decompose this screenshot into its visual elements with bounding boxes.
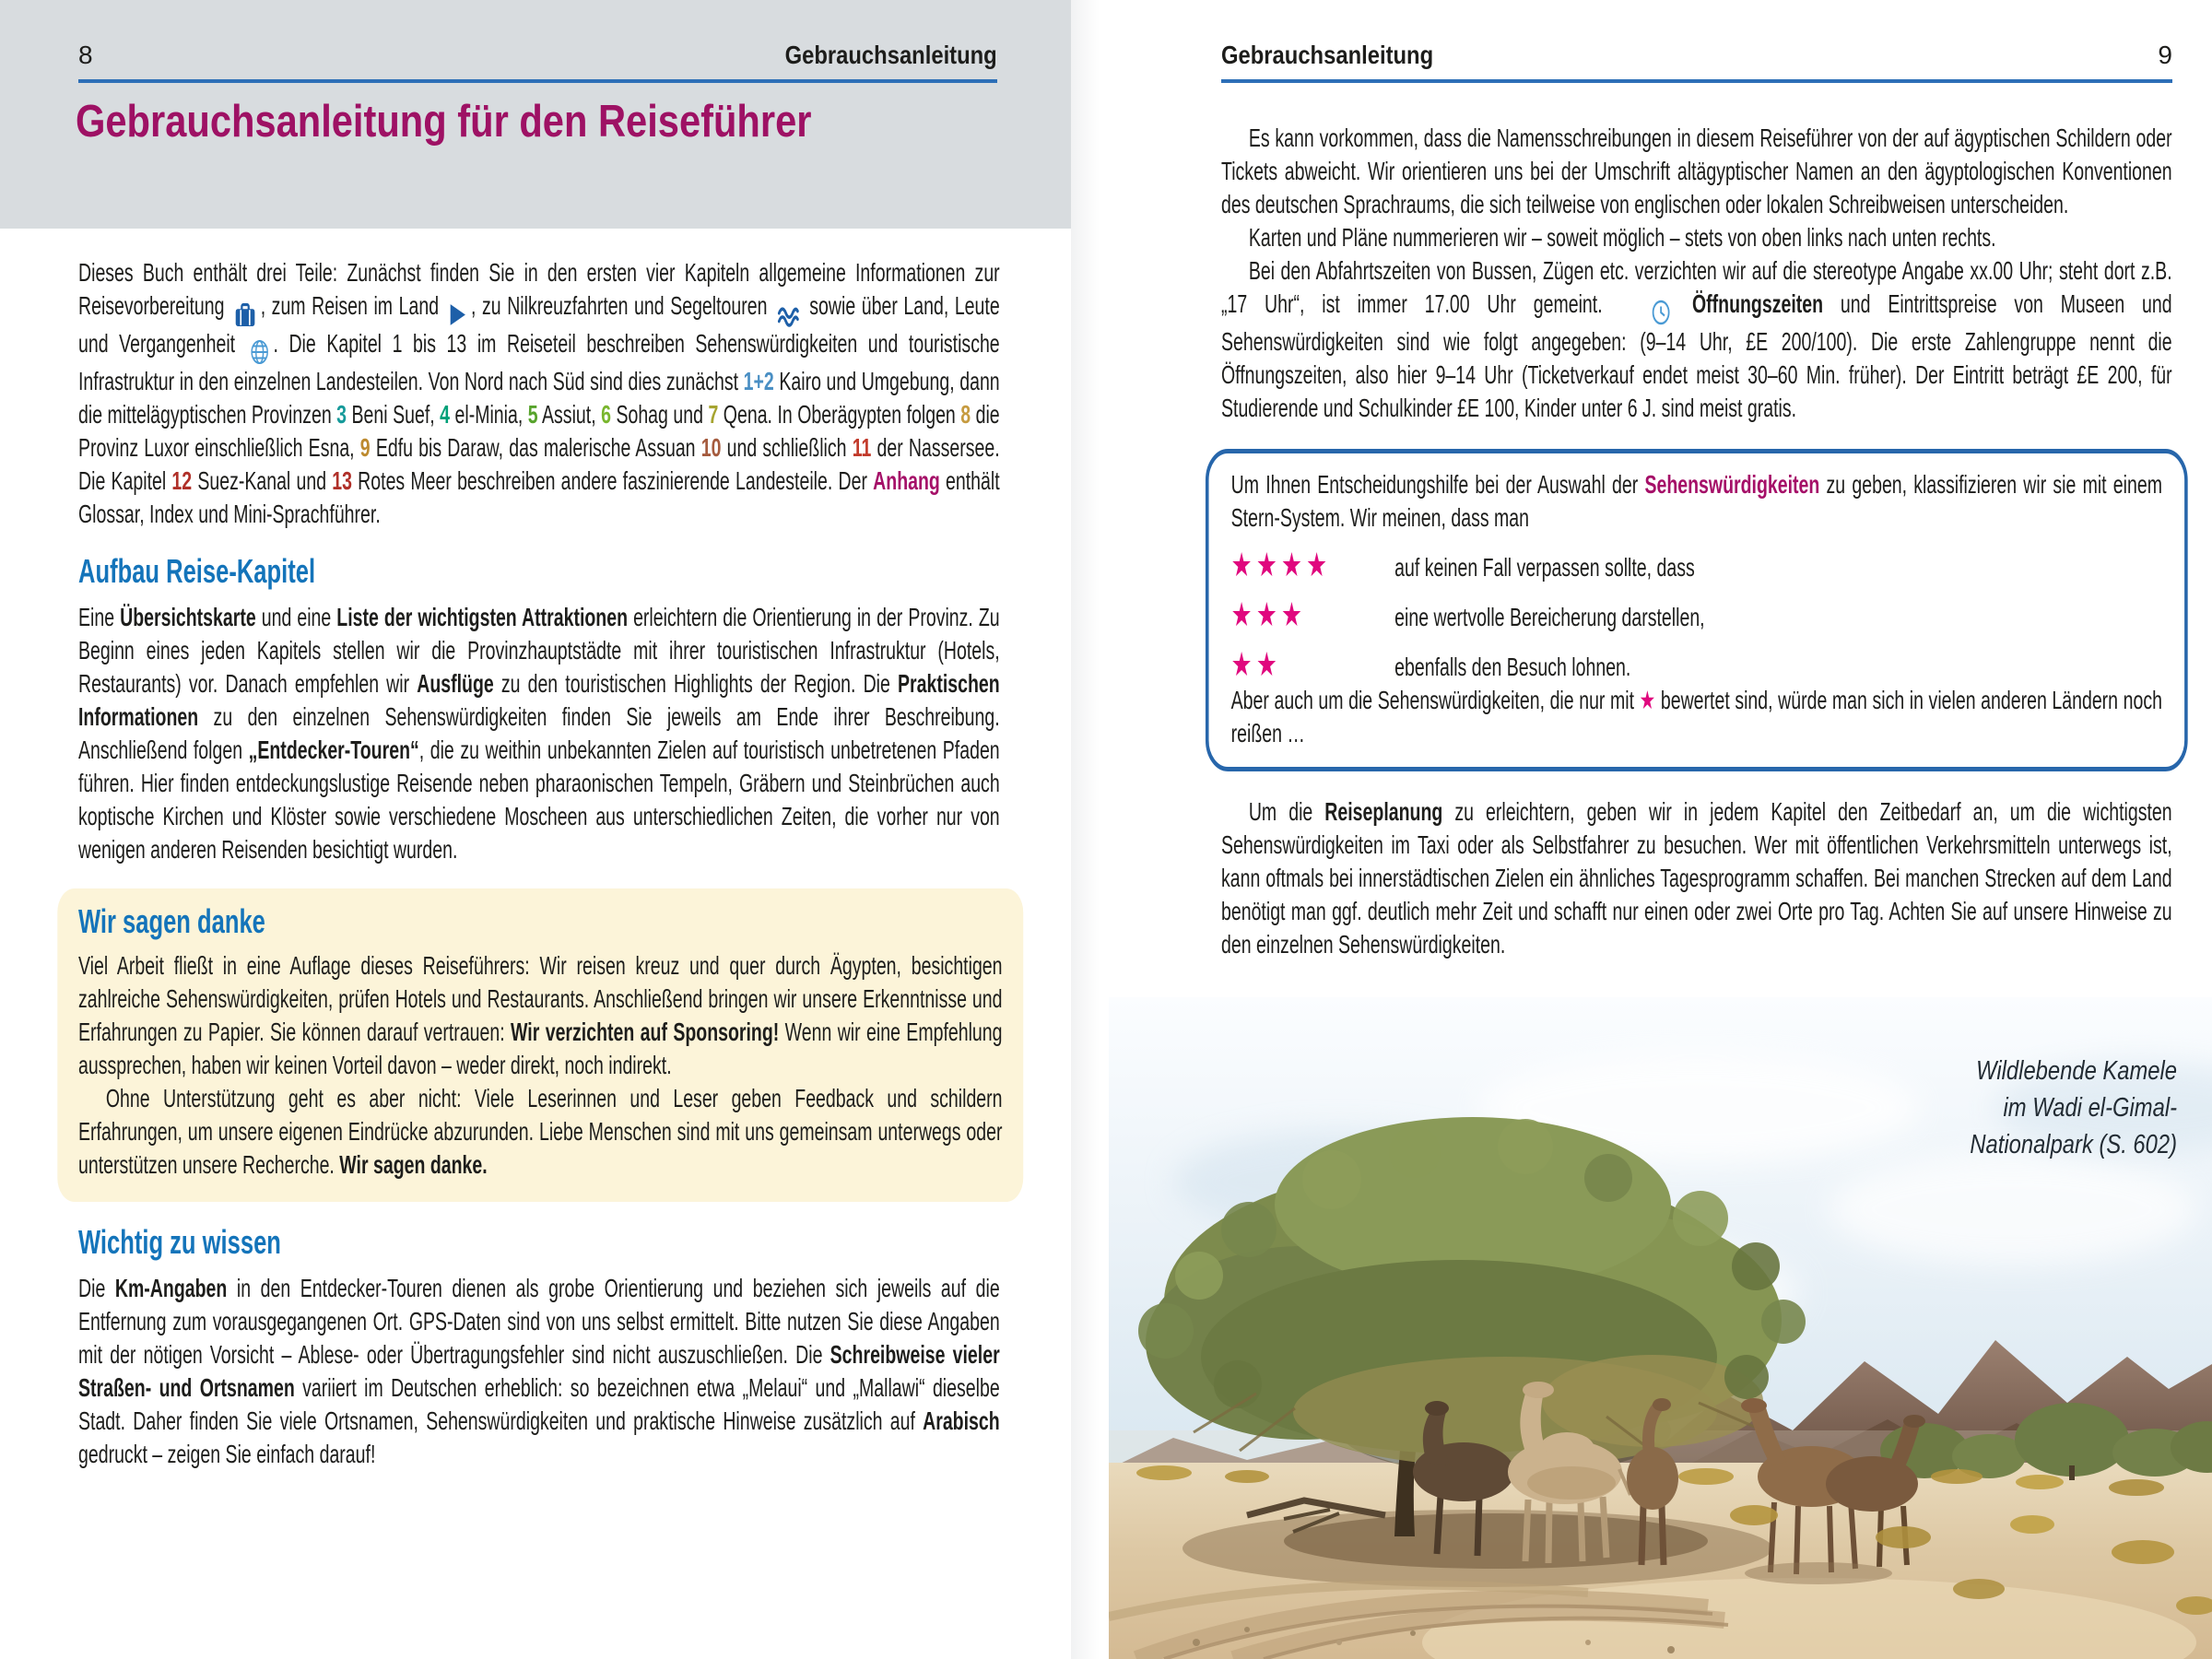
text-run: zu den touristischen Highlights der Region. Die (493, 669, 898, 698)
emphasis-text: Anhang (873, 466, 940, 495)
page-gutter (1071, 0, 1112, 1659)
right-running-header-text: Gebrauchsanleitung (1221, 41, 1434, 69)
left-running-header-text: Gebrauchsanleitung (784, 41, 997, 69)
left-running-head (78, 41, 997, 72)
globe-icon (248, 332, 272, 365)
text-run: Sohag und (610, 400, 709, 429)
caption-line: Nationalpark (S. 602) (1970, 1130, 2177, 1159)
thanks-box (57, 888, 1023, 1202)
emphasis-text: 4 (440, 400, 451, 429)
emphasis-text: ★ (1639, 686, 1656, 714)
right-running-head (1221, 41, 2172, 72)
text-run: Es kann vorkommen, dass die Namensschreibungen in diesem Reiseführer von der auf ägyptischen Schildern oder Tickets abweicht. Wir orientieren uns bei der Umschrift altägyptischer Namen an den ägyptologischen Konventionen des deutschen Sprachraums, die sich teilweise von englischen oder lokalen Schreibweisen unterscheiden. (1221, 124, 2172, 218)
text-run (1675, 289, 1692, 318)
text-run: , die zu weithin unbekannten Zielen auf touristisch unbetretenen Pfaden führen. Hier finden entdeckungslustige Reisende neben pharaonischen Tempeln, Gräbern und Steinbrüchen auch koptische Kirchen und Klöster sowie verschiedene Moscheen aus unterschiedlichen Zeiten, die vorher nur von wenigen anderen Reisenden besichtigt wurden. (78, 735, 1000, 864)
planning-paragraph (1221, 795, 2172, 961)
text-run: Edfu bis Daraw, das malerische Assuan (370, 433, 701, 462)
text-run: und Eintrittspreise von Museen und Sehenswürdigkeiten sind wie folgt angegeben: (9–14 Uhr, £E 200/100). Die erste Zahlengruppe nennt die Öffnungszeiten, also hier 9–14 Uhr (Ticketverkauf endet meist 30–60 Min. früher). Der Eintritt beträgt £E 200, für Studierende und Schulkinder £E 100, Kinder unter 6 J. sind meist gratis. (1221, 289, 2172, 422)
section-heading-aufbau: Aufbau Reise-Kapitel (78, 552, 316, 590)
emphasis-text: Km-Angaben (114, 1274, 228, 1302)
section-heading-wichtig: Wichtig zu wissen (78, 1223, 281, 1261)
text-run: sowie über Land, Leute und Vergangenheit (78, 291, 1000, 358)
section-body-wichtig (78, 1272, 1000, 1471)
emphasis-text: Praktischen Informationen (78, 669, 1000, 731)
text-run: . Die Kapitel 1 bis 13 im Reiseteil beschreiben Sehenswürdigkeiten und touristische Infrastruktur in den einzelnen Landesteilen. Von Nord nach Süd sind dies zunächst (78, 329, 1000, 395)
text-run: Dieses Buch enthält drei Teile: Zunächst finden Sie in den ersten vier Kapiteln allgemeine Informationen zur Reisevorbereitung (78, 258, 1000, 320)
emphasis-text: Ausflüge (417, 669, 494, 698)
text-run: , zum Reisen im Land (260, 291, 445, 320)
text-run: el-Minia, (450, 400, 528, 429)
right-header-rule (1221, 79, 2172, 83)
camel-photo (1109, 997, 2212, 1659)
rating-box-outro (1231, 684, 2162, 750)
times-prices-paragraph (1221, 254, 2172, 425)
text-run: Rotes Meer beschreiben andere faszinierende Landesteile. Der (351, 466, 874, 495)
text-run: , zu Nilkreuzfahrten und Segeltouren (471, 291, 774, 320)
text-run: Die (78, 1274, 115, 1302)
text-run: enthält Glossar, Index und Mini-Sprachführer. (78, 466, 1000, 528)
thanks-box-paragraph-1 (78, 949, 1003, 1082)
emphasis-text: Reiseplanung (1324, 797, 1443, 826)
naming-paragraph (1221, 122, 2172, 221)
text-run: Beni Suef, (347, 400, 441, 429)
star-rating-box (1206, 449, 2188, 771)
rating-label: eine wertvolle Bereicherung darstellen, (1394, 603, 1705, 631)
text-run: und eine (255, 603, 337, 631)
text-run: variiert im Deutschen erheblich: so bezeichnen etwa „Melaui“ und „Mallawi“ dieselbe Stadt. Daher finden Sie viele Ortsnamen, Sehenswürdigkeiten und praktische Hinweise zusätzlich auf (78, 1373, 1000, 1435)
three-star-rating: ★★★ (1230, 596, 1307, 634)
text-run: Um Ihnen Entscheidungshilfe bei der Auswahl der (1230, 470, 1645, 499)
emphasis-text: Übersichtskarte (120, 603, 256, 631)
emphasis-text: 13 (332, 466, 352, 495)
text-run: zu geben, klassifizieren wir sie mit einem Stern-System. Wir meinen, dass man (1230, 470, 2162, 532)
rating-row (1230, 646, 2162, 684)
left-header-rule (78, 79, 997, 83)
thanks-box-heading: Wir sagen danke (78, 902, 265, 940)
text-run: Qena. In Oberägypten folgen (718, 400, 961, 429)
emphasis-text: 5 (527, 400, 538, 429)
left-text-column (78, 256, 1003, 1471)
section-body-aufbau (78, 601, 1000, 866)
photo-caption (1970, 1053, 2177, 1163)
caption-line: Wildlebende Kamele (1976, 1056, 2177, 1086)
emphasis-text: 3 (336, 400, 347, 429)
clock-icon (1622, 292, 1673, 325)
emphasis-text: „Entdecker-Touren“ (248, 735, 419, 764)
text-run: Bei den Abfahrtszeiten von Bussen, Zügen etc. verzichten wir auf die stereotype Angabe xx.00 Uhr; steht dort z.B. „17 Uhr“, ist immer 17.00 Uhr gemeint. (1221, 256, 2172, 318)
rating-row (1230, 596, 2162, 634)
emphasis-text: Wir verzichten auf Sponsoring! (511, 1018, 780, 1046)
text-run: und schließlich (721, 433, 853, 462)
emphasis-text: 9 (359, 433, 371, 462)
text-run: Viel Arbeit fließt in eine Auflage dieses Reiseführers: Wir reisen kreuz und quer durch Ägypten, besichtigen zahlreiche Sehenswürdigkeiten, prüfen Hotels und Restaurants. Anschließend bringen wir unsere Erkenntnisse und Erfahrungen zu Papier. Sie können darauf vertrauen: (78, 951, 1003, 1046)
text-run: gedruckt – zeigen Sie einfach darauf! (78, 1440, 376, 1468)
text-run: zu erleichtern, geben wir in jedem Kapitel den Zeitbedarf an, um die wichtigsten Sehenswürdigkeiten im Taxi oder als Selbstfahrer zu besuchen. Wer mit öffentlichen Verkehrsmitteln unterwegs ist, kann oftmals bei innerstädtischen Zielen ein ähnliches Tagesprogramm schaffen. Bei manchen Strecken auf dem Land benötigt man ggf. deutlich mehr Zeit und schafft nur einen oder zwei Orte pro Tag. Achten Sie auf unsere Hinweise zu den einzelnen Sehenswürdigkeiten. (1221, 797, 2172, 959)
right-page-number: 9 (2158, 41, 2172, 69)
right-text-column (1221, 122, 2172, 961)
text-run: Assiut, (537, 400, 602, 429)
text-run: zu den einzelnen Sehenswürdigkeiten finden Sie jeweils am Ende ihrer Beschreibung. Anschließend folgen (78, 702, 1000, 764)
text-run: bewertet sind, würde man sich in vielen anderen Ländern noch reißen … (1230, 686, 2162, 747)
four-star-rating: ★★★★ (1230, 547, 1332, 584)
text-run: Ohne Unterstützung geht es aber nicht: Viele Leserinnen und Leser geben Feedback und schildern Erfahrungen, um unsere eigenen Eindrücke abzurunden. Liebe Menschen sind mit uns gemeinsam unterwegs oder unterstützen unsere Recherche. (78, 1084, 1003, 1179)
thanks-box-paragraph-2 (78, 1082, 1003, 1182)
emphasis-text: Wir sagen danke. (339, 1150, 488, 1179)
text-run: Eine (78, 603, 121, 631)
text-run: Karten und Pläne nummerieren wir – soweit möglich – stets von oben links nach unten rechts. (1248, 223, 1996, 252)
two-star-rating: ★★ (1230, 646, 1281, 684)
text-run: Kairo und Umgebung, dann die mittelägyptischen Provinzen (78, 367, 1000, 429)
text-run: die Provinz Luxor einschließlich Esna, (78, 400, 1000, 462)
emphasis-text: Schreibweise vieler Straßen- und Ortsnamen (78, 1340, 1000, 1402)
emphasis-text: 11 (852, 433, 872, 462)
waves-icon (775, 294, 801, 327)
text-run: Aber auch um die Sehenswürdigkeiten, die nur mit (1230, 686, 1640, 714)
emphasis-text: Arabisch (923, 1406, 1000, 1435)
emphasis-text: Sehenswürdigkeiten (1644, 470, 1820, 499)
text-run: der Nassersee. Die Kapitel (78, 433, 1000, 495)
rating-row (1231, 549, 2162, 584)
caption-line: im Wadi el-Gimal- (2003, 1093, 2177, 1123)
page-title: Gebrauchsanleitung für den Reiseführer (76, 97, 812, 147)
text-run: in den Entdecker-Touren dienen als grobe Orientierung und beziehen sich jeweils auf die Entfernung zum vorausgegangenen Ort. GPS-Daten sind von uns selbst ermittelt. Bitte nutzen Sie diese Angaben mit der nötigen Vorsicht – Ablese- oder Übertragungsfehler sind nicht auszuschließen. Die (78, 1274, 1000, 1369)
left-page-number: 8 (78, 41, 93, 69)
text-run: Wenn wir eine Empfehlung aussprechen, haben wir keinen Vorteil davon – weder direkt, noch indirekt. (78, 1018, 1003, 1079)
emphasis-text: 1+2 (743, 367, 774, 395)
suitcase-icon (232, 294, 258, 327)
rating-label: ebenfalls den Besuch lohnen. (1394, 653, 1631, 681)
emphasis-text: 7 (708, 400, 719, 429)
emphasis-text: Öffnungszeiten (1691, 289, 1824, 318)
emphasis-text: 8 (960, 400, 971, 429)
play-triangle-icon (447, 294, 469, 327)
emphasis-text: Liste der wichtigsten Attraktionen (336, 603, 629, 631)
rating-label: auf keinen Fall verpassen sollte, dass (1394, 553, 1695, 582)
intro-paragraph (78, 256, 1000, 531)
text-run: Um die (1248, 797, 1325, 826)
emphasis-text: 12 (171, 466, 193, 495)
maps-paragraph (1221, 221, 2172, 254)
text-run: erleichtern die Orientierung in der Provinz. Zu Beginn eines jeden Kapitels stellen wir die Provinzhauptstädte mit ihrer touristischen Infrastruktur (Hotels, Restaurants) vor. Danach empfehlen wir (78, 603, 1000, 698)
text-run: Suez-Kanal und (192, 466, 333, 495)
emphasis-text: 10 (700, 433, 722, 462)
rating-box-intro (1231, 468, 2162, 535)
emphasis-text: 6 (601, 400, 611, 429)
